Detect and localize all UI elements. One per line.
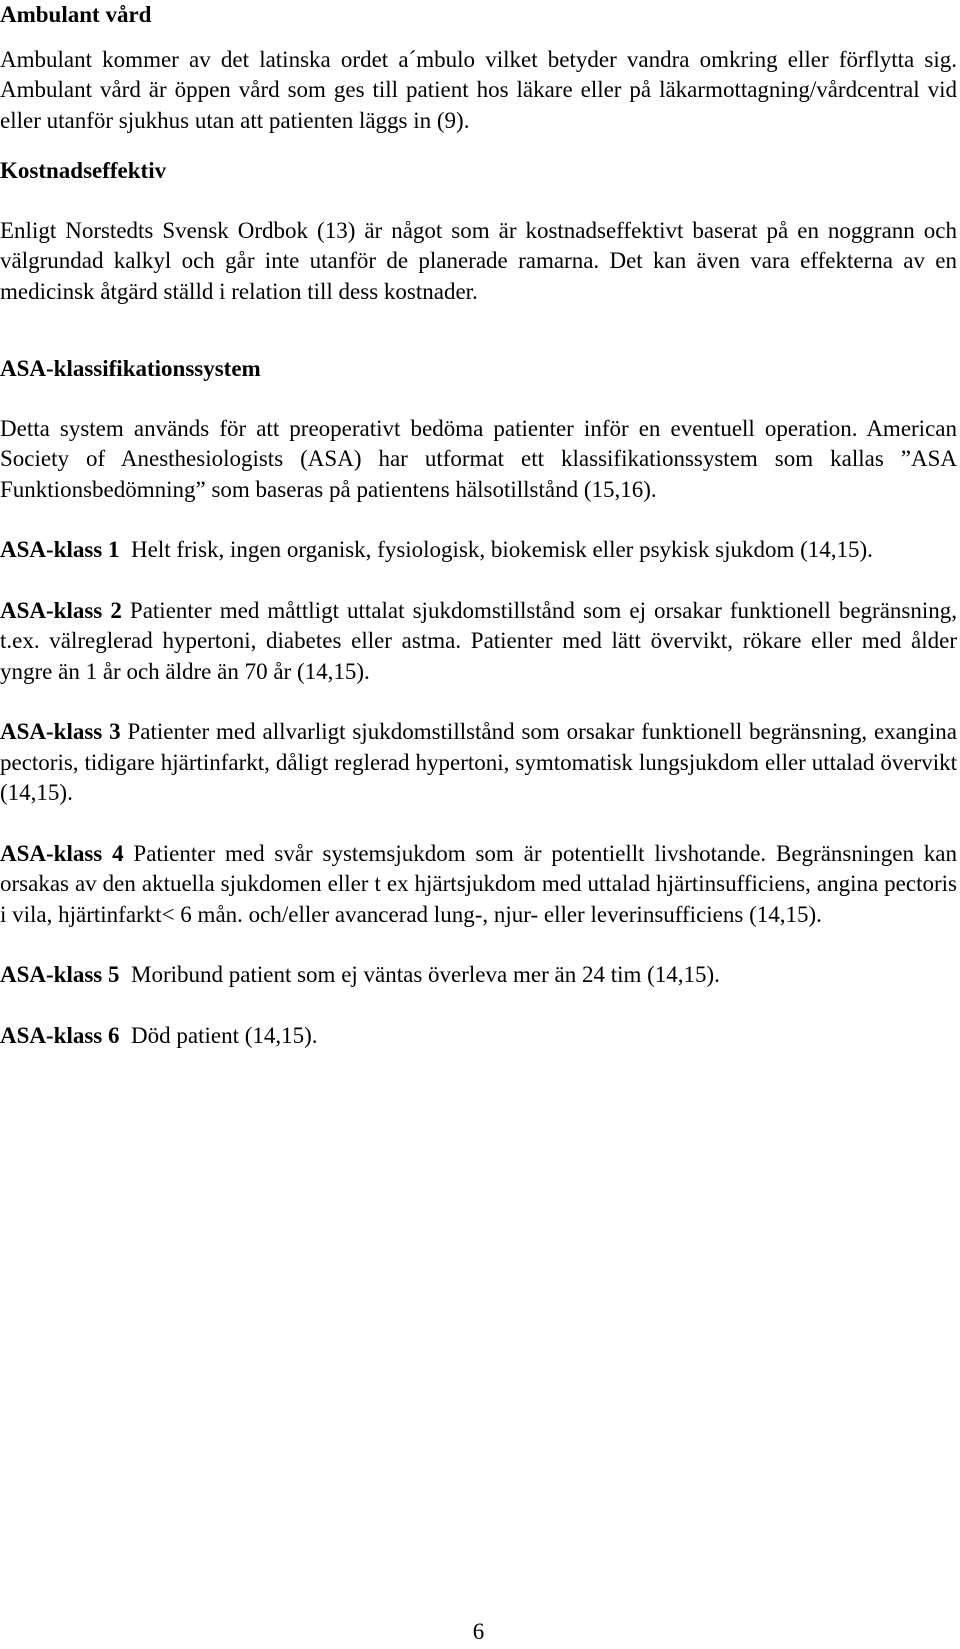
asa-class-6 [0, 1021, 957, 1052]
asa-class-text: Helt frisk, ingen organisk, fysiologisk, biokemisk eller psykisk sjukdom (14,15). [131, 537, 873, 562]
asa-class-text: Patienter med måttligt uttalat sjukdomstillstånd som ej orsakar funktionell begränsning, t.ex. välreglerad hypertoni, diabetes eller astma. Patienter med lätt övervikt, rökare eller med ålder yngre än 1 år och äldre än 70 år (14,15). [0, 597, 957, 684]
asa-class-text: Patienter med svår systemsjukdom som är potentiellt livshotande. Begränsningen kan orsakas av den aktuella sjukdomen eller t ex hjärtsjukdom med uttalad hjärtinsufficiens, angina pectoris i vila, hjärtinfarkt< 6 mån. och/eller avancerad lung-, njur- eller leverinsufficiens (14,15). [0, 840, 957, 927]
asa-class-label: ASA-klass 4 [0, 840, 124, 866]
asa-class-text: Moribund patient som ej väntas överleva mer än 24 tim (14,15). [131, 962, 720, 987]
asa-class-5 [0, 960, 957, 991]
paragraph-ambulant-vard: Ambulant kommer av det latinska ordet a´mbulo vilket betyder vandra omkring eller förflytta sig. Ambulant vård är öppen vård som ges till patient hos läkare eller på läkarmottagning/vårdcentral vid eller utanför sjukhus utan att patienten läggs in (9). [0, 46, 957, 133]
asa-class-2 [0, 596, 957, 688]
heading-asa-klassifikationssystem: ASA-klassifikationssystem [0, 356, 261, 381]
asa-class-label: ASA-klass 5 [0, 962, 120, 987]
asa-class-4 [0, 839, 957, 931]
heading-ambulant-vard: Ambulant vård [0, 2, 152, 27]
asa-class-label: ASA-klass 2 [0, 597, 122, 623]
asa-class-3 [0, 717, 957, 809]
asa-class-label: ASA-klass 3 [0, 719, 121, 744]
asa-class-label: ASA-klass 1 [0, 537, 120, 562]
asa-class-1 [0, 535, 957, 566]
paragraph-kostnadseffektiv: Enligt Norstedts Svensk Ordbok (13) är något som är kostnadseffektivt baserat på en noggrann och välgrundad kalkyl och går inte utanför de planerade ramarna. Det kan även vara effekterna av en medicinsk åtgärd ställd i relation till dess kostnader. [0, 217, 957, 304]
paragraph-asa-klassifikationssystem: Detta system används för att preoperativt bedöma patienter inför en eventuell operation. American Society of Anesthesiologists (ASA) har utformat ett klassifikationssystem som kallas ”ASA Funktionsbedömning” som baseras på patientens hälsotillstånd (15,16). [0, 415, 957, 502]
asa-class-text: Patienter med allvarligt sjukdomstillstånd som orsakar funktionell begränsning, exangina pectoris, tidigare hjärtinfarkt, dåligt reglerad hypertoni, symtomatisk lungsjukdom eller uttalad övervikt (14,15). [0, 719, 957, 805]
page-number: 6 [472, 1619, 485, 1644]
heading-kostnadseffektiv: Kostnadseffektiv [0, 158, 167, 183]
asa-class-text: Död patient (14,15). [131, 1022, 318, 1048]
asa-class-label: ASA-klass 6 [0, 1022, 120, 1048]
